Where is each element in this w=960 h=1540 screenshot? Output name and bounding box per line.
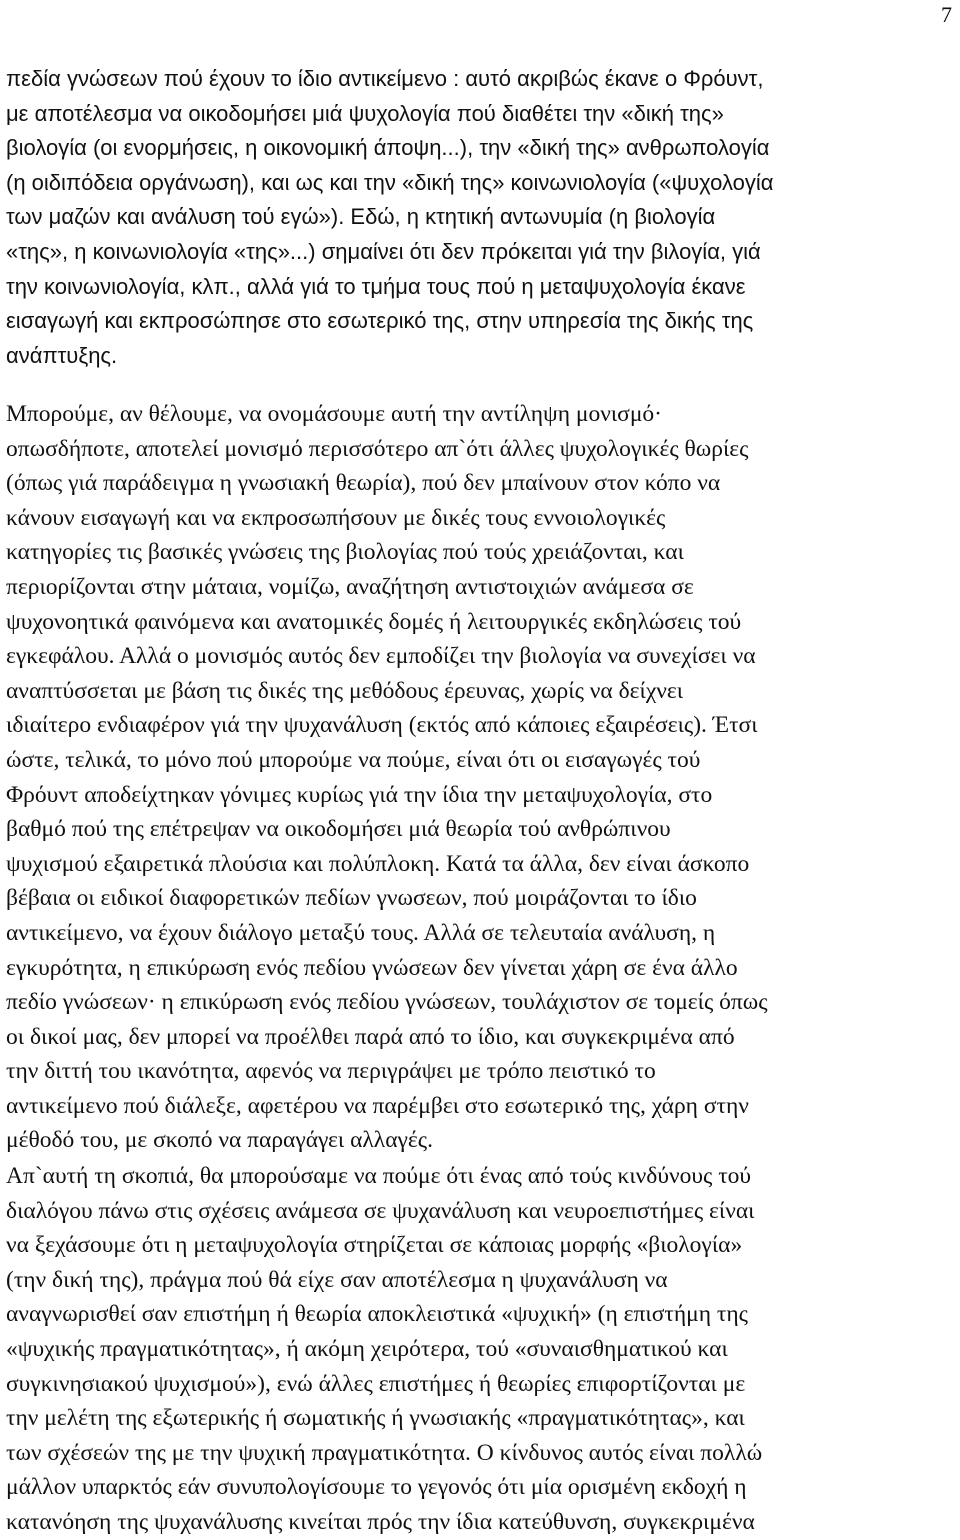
text-line: να ξεχάσουμε ότι η μεταψυχολογία στηρίζεται σε κάποιας μορφής «βιολογία» [6, 1232, 743, 1259]
text-line: μέθοδό του, με σκοπό να παραγάγει αλλαγές. [6, 1127, 433, 1154]
text-line: βαθμό πού της επέτρεψαν να οικοδομήσει μιά θεωρία τού ανθρώπινου [6, 816, 671, 843]
paragraph-3 [6, 1159, 954, 1540]
text-line: περιορίζονται στην μάταια, νομίζω, αναζήτηση αντιστοιχιών ανάμεσα σε [6, 573, 694, 600]
text-line: την μελέτη της εξωτερικής ή σωματικής ή γνωσιακής «πραγματικότητας», και [6, 1405, 745, 1432]
text-line: (όπως γιά παράδειγμα η γνωσιακή θεωρία), πού δεν μπαίνουν στον κόπο να [6, 470, 721, 497]
text-line: την διττή του ικανότητα, αφενός να περιγράψει με τρόπο πειστικό το [6, 1058, 656, 1085]
text-line: (η οιδιπόδεια οργάνωση), και ως και την «δική της» κοινωνιολογία («ψυχολογία [6, 169, 774, 195]
text-line: βιολογία (οι ενορμήσεις, η οικονομική άποψη...), την «δική της» ανθρωπολογία [6, 135, 770, 161]
text-line: ανάπτυξης. [6, 342, 118, 368]
text-line: Μπορούμε, αν θέλουμε, να ονομάσουμε αυτή την αντίληψη μονισμό· [6, 401, 663, 427]
text-line: των μαζών και ανάλυση τού εγώ»). Εδώ, η κτητική αντωνυμία (η βιολογία [6, 204, 716, 230]
paragraph-2 [6, 397, 954, 1158]
text-line: Απ`αυτή τη σκοπιά, θα μπορούσαμε να πούμε ότι ένας από τούς κινδύνους τού [6, 1163, 752, 1189]
text-line: συγκινησιακού ψυχισμού»), ενώ άλλες επιστήμες ή θεωρίες επιφορτίζονται με [6, 1370, 746, 1397]
text-line: αναπτύσσεται με βάση τις δικές της μεθόδους έρευνας, χωρίς να δείχνει [6, 677, 684, 704]
text-line: πεδία γνώσεων πού έχουν το ίδιο αντικείμενο : αυτό ακριβώς έκανε ο Φρόυντ, [6, 66, 764, 91]
text-line: εισαγωγή και εκπροσώπησε στο εσωτερικό της, στην υπηρεσία της δικής της [6, 308, 754, 334]
text-line: Φρόυντ αποδείχτηκαν γόνιμες κυρίως γιά την ίδια την μεταψυχολογία, στο [6, 781, 713, 808]
text-line: οι δικοί μας, δεν μπορεί να προέλθει παρά από το ίδιο, και συγκεκριμένα από [6, 1023, 735, 1050]
text-line: ψυχονοητικά φαινόμενα και ανατομικές δομές ή λειτουργικές εκδηλώσεις τού [6, 608, 742, 635]
text-line: των σχέσεών της με την ψυχική πραγματικότητα. Ο κίνδυνος αυτός είναι πολλώ [6, 1439, 763, 1466]
text-line: με αποτέλεσμα να οικοδομήσει μιά ψυχολογία πού διαθέτει την «δική της» [6, 100, 724, 126]
text-line: αντικείμενο πού διάλεξε, αφετέρου να παρέμβει στο εσωτερικό της, χάρη στην [6, 1092, 749, 1119]
text-line: εγκυρότητα, η επικύρωση ενός πεδίου γνώσεων δεν γίνεται χάρη σε ένα άλλο [6, 954, 738, 981]
text-line: την κοινωνιολογία, κλπ., αλλά γιά το τμήμα τους πού η μεταψυχολογία έκανε [6, 273, 746, 299]
text-line: «ψυχικής πραγματικότητας», ή ακόμη χειρότερα, τού «συναισθηματικού και [6, 1335, 728, 1362]
paragraph-1 [6, 62, 954, 373]
text-line: ιδιαίτερο ενδιαφέρον γιά την ψυχανάλυση (εκτός από κάποιες εξαιρέσεις). Έτσι [6, 712, 758, 739]
text-line: διαλόγου πάνω στις σχέσεις ανάμεσα σε ψυχανάλυση και νευροεπιστήμες είναι [6, 1197, 755, 1224]
text-line: «της», η κοινωνιολογία «της»...) σημαίνει ότι δεν πρόκειται γιά την βιλογία, γιά [6, 238, 761, 264]
text-line: αντικείμενο, να έχουν διάλογο μεταξύ τους. Αλλά σε τελευταία ανάλυση, η [6, 919, 716, 946]
text-line: (την δική της), πράγμα πού θά είχε σαν αποτέλεσμα η ψυχανάλυση να [6, 1266, 668, 1293]
text-line: ψυχισμού εξαιρετικά πλούσια και πολύπλοκη. Κατά τα άλλα, δεν είναι άσκοπο [6, 850, 750, 877]
page-number: 7 [941, 2, 952, 27]
text-line: μάλλον υπαρκτός εάν συνυπολογίσουμε το γεγονός ότι μία ορισμένη εκδοχή η [6, 1474, 747, 1501]
text-line: οπωσδήποτε, αποτελεί μονισμό περισσότερο απ`ότι άλλες ψυχολογικές θωρίες [6, 435, 749, 462]
text-line: βέβαια οι ειδικοί διαφορετικών πεδίων γνωσεων, πού μοιράζονται το ίδιο [6, 885, 697, 912]
text-line: αναγνωρισθεί σαν επιστήμη ή θεωρία αποκλειστικά «ψυχική» (η επιστήμη της [6, 1301, 748, 1328]
text-line: κατανόηση της ψυχανάλυσης κινείται πρός την ίδια κατεύθυνση, συγκεκριμένα [6, 1508, 755, 1535]
text-line: ώστε, τελικά, το μόνο πού μπορούμε να πούμε, είναι ότι οι εισαγωγές τού [6, 746, 701, 773]
text-line: κάνουν εισαγωγή και να εκπροσωπήσουν με δικές τους εννοιολογικές [6, 504, 666, 531]
text-line: πεδίο γνώσεων· η επικύρωση ενός πεδίου γνώσεων, τουλάχιστον σε τομείς όπως [6, 989, 768, 1016]
text-line: εγκεφάλου. Αλλά ο μονισμός αυτός δεν εμποδίζει την βιολογία να συνεχίσει να [6, 643, 756, 670]
text-line: κατηγορίες τις βασικές γνώσεις της βιολογίας πού τούς χρειάζονται, και [6, 539, 684, 566]
